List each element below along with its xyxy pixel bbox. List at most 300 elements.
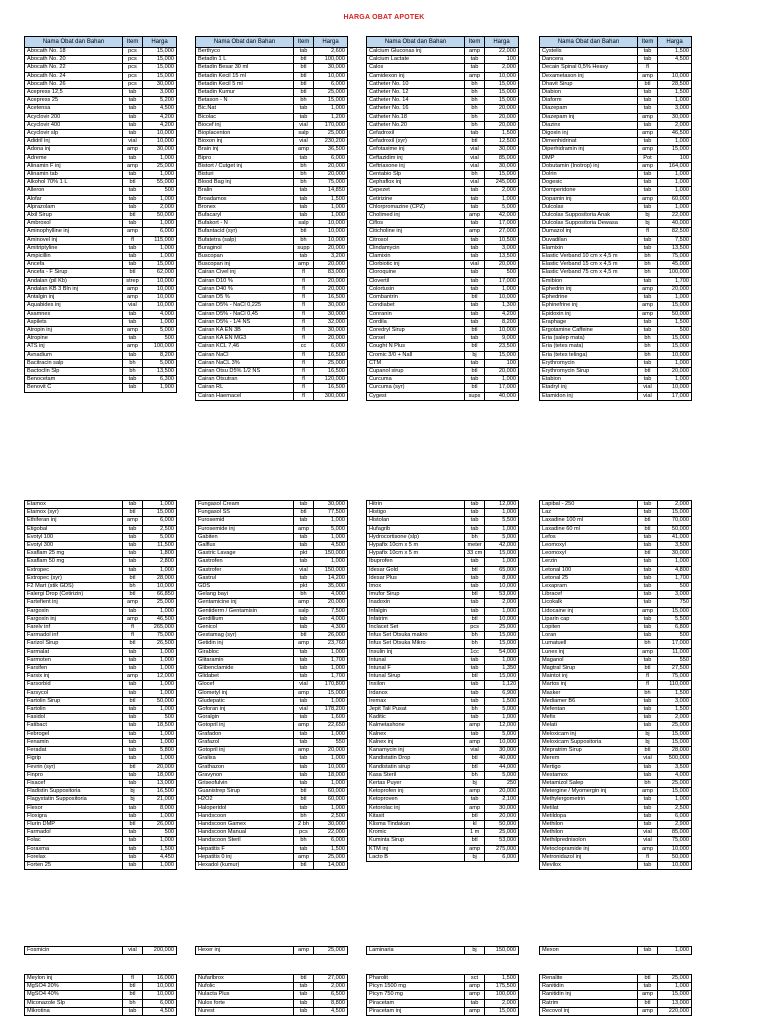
price: 1,000 [143, 648, 177, 656]
drug-name: Haloperidol [196, 804, 294, 812]
drug-name: Liparin cap [540, 615, 638, 623]
table-row [367, 302, 519, 310]
unit: tab [638, 983, 658, 991]
price-table [366, 500, 519, 862]
price: 85,000 [658, 829, 692, 837]
unit: bh [465, 632, 485, 640]
table-row [196, 722, 348, 730]
unit: fl [294, 392, 314, 400]
table-row [540, 755, 692, 763]
price: 10,000 [143, 991, 177, 999]
table-row [367, 187, 519, 195]
drug-name: Cloroquine [367, 269, 465, 277]
price: 13,500 [658, 244, 692, 252]
table-row [540, 763, 692, 771]
drug-name: Aminovel inj [25, 236, 123, 244]
unit: btl [465, 837, 485, 845]
unit: fl [123, 236, 143, 244]
unit: tab [638, 574, 658, 582]
table-row [196, 550, 348, 558]
drug-name: Miconazole Slp [25, 999, 123, 1007]
drug-name: Atropine [25, 335, 123, 343]
table-row [367, 747, 519, 755]
price: 1,000 [143, 501, 177, 509]
unit: tab [465, 236, 485, 244]
price: 26,000 [143, 820, 177, 828]
drug-name: Cairan Haemacel [196, 392, 294, 400]
unit: amp [294, 599, 314, 607]
price-table [539, 974, 692, 1016]
table-row [367, 228, 519, 236]
table-row [540, 747, 692, 755]
price: 2,600 [314, 48, 348, 56]
price: 1,700 [658, 277, 692, 285]
drug-name: Handscoon [196, 812, 294, 820]
drug-name: Glometyl inj [196, 689, 294, 697]
unit: vial [638, 392, 658, 400]
table-row [540, 326, 692, 334]
price: 1,120 [485, 681, 519, 689]
drug-name: Kromic [367, 829, 465, 837]
drug-name: Furosemide inj [196, 525, 294, 533]
unit: tab [638, 812, 658, 820]
price: 1,000 [658, 97, 692, 105]
drug-name: Cairan KCL 7,46 [196, 343, 294, 351]
price-table [24, 36, 177, 393]
drug-name: Farmadol [25, 829, 123, 837]
drug-name: Ketoprofen inj [367, 788, 465, 796]
table-row [540, 845, 692, 853]
unit: bh [465, 640, 485, 648]
unit: tab [123, 837, 143, 845]
price: 50,000 [658, 525, 692, 533]
table-row [540, 714, 692, 722]
price: 50,000 [658, 853, 692, 861]
unit: tab [123, 607, 143, 615]
price: 1,000 [485, 525, 519, 533]
table-row [540, 779, 692, 787]
table-row [25, 80, 177, 88]
table-row [367, 673, 519, 681]
unit: bh [294, 812, 314, 820]
drug-name: Fartolin Sirup [25, 697, 123, 705]
unit: amp [638, 285, 658, 293]
unit: tab [638, 542, 658, 550]
drug-name: Meloxicam inj [540, 730, 638, 738]
unit: amp [638, 310, 658, 318]
drug-name: Dulcolax [540, 203, 638, 211]
unit: tab [123, 113, 143, 121]
table-row [196, 318, 348, 326]
drug-name: Calos [367, 64, 465, 72]
unit: btl [465, 326, 485, 334]
table-row [540, 853, 692, 861]
table-row [25, 89, 177, 97]
table-row [540, 72, 692, 80]
drug-name: Acepress 25 [25, 97, 123, 105]
drug-name: Gralixa [196, 755, 294, 763]
unit: amp [638, 302, 658, 310]
drug-name: Methilon [540, 829, 638, 837]
price: 15,000 [143, 64, 177, 72]
price: 1,000 [143, 861, 177, 869]
table-row [540, 56, 692, 64]
unit: tab [123, 714, 143, 722]
price: 1,000 [485, 714, 519, 722]
unit: cc [294, 343, 314, 351]
price: 26,500 [143, 640, 177, 648]
table-row [196, 738, 348, 746]
unit: bh [465, 171, 485, 179]
drug-name: Maganol [540, 656, 638, 664]
unit: btl [123, 983, 143, 991]
unit: tab [294, 656, 314, 664]
price: 36,500 [314, 146, 348, 154]
drug-name: Infalgin [367, 607, 465, 615]
price: 82,500 [658, 228, 692, 236]
table-row [196, 689, 348, 697]
price: 100 [485, 56, 519, 64]
table-row [25, 335, 177, 343]
price: 25,000 [143, 162, 177, 170]
unit: amp [123, 162, 143, 170]
drug-name: Kalnex inj [367, 738, 465, 746]
price: 1,500 [658, 689, 692, 697]
price-table [195, 500, 348, 870]
drug-name: Intunal F [367, 665, 465, 673]
drug-name: Gestamag (syr) [196, 632, 294, 640]
table-row [367, 697, 519, 705]
drug-name: Infus Set Otsuka makro [367, 632, 465, 640]
unit: tab [465, 285, 485, 293]
unit: tab [294, 187, 314, 195]
price: 10,000 [143, 294, 177, 302]
price: 1,700 [658, 574, 692, 582]
drug-name: Gentamicine inj [196, 599, 294, 607]
drug-name: Acyclovir 400 [25, 121, 123, 129]
unit: btl [638, 975, 658, 983]
price: 500 [143, 187, 177, 195]
table-row [540, 796, 692, 804]
table-row [25, 632, 177, 640]
price: 10,000 [314, 220, 348, 228]
price: 25,000 [658, 722, 692, 730]
drug-name: Loran [540, 632, 638, 640]
table-row [25, 861, 177, 869]
drug-name: Klisma Tindakan [367, 820, 465, 828]
table-row [367, 130, 519, 138]
price: 46,500 [143, 615, 177, 623]
table-row [196, 244, 348, 252]
drug-name: Mepratrim Sirup [540, 747, 638, 755]
price: 22,000 [314, 829, 348, 837]
drug-name: Nufarlbrox [196, 975, 294, 983]
unit: tab [123, 376, 143, 384]
drug-name: Catheter No. 14 [367, 97, 465, 105]
unit: btl [294, 632, 314, 640]
price: 2,500 [314, 812, 348, 820]
price: 10,000 [485, 326, 519, 334]
drug-name: Lerzin [540, 558, 638, 566]
unit: tab [465, 697, 485, 705]
drug-name: Etamox [25, 501, 123, 509]
drug-name: Farmoten [25, 656, 123, 664]
drug-name: Farizol Sirup [25, 640, 123, 648]
drug-name: Etamidon inj [540, 392, 638, 400]
unit: vial [465, 261, 485, 269]
unit: bh [638, 335, 658, 343]
table-row [25, 351, 177, 359]
table-row [540, 533, 692, 541]
price: 220,000 [658, 1007, 692, 1015]
table-row [25, 220, 177, 228]
drug-name: Lapibal - 250 [540, 501, 638, 509]
price: 2,900 [658, 820, 692, 828]
price: 1,300 [485, 302, 519, 310]
unit: tab [123, 755, 143, 763]
table-row [25, 146, 177, 154]
table-row [196, 640, 348, 648]
price: 42,000 [485, 542, 519, 550]
price: 30,000 [485, 804, 519, 812]
drug-name: Clindamycin [367, 244, 465, 252]
price: 1,000 [658, 376, 692, 384]
table-row [25, 975, 177, 983]
unit: bh [123, 999, 143, 1007]
unit: tab [465, 195, 485, 203]
drug-name: Picyn 1500 mg [367, 983, 465, 991]
unit: supp [294, 244, 314, 252]
table-row [25, 1007, 177, 1015]
drug-name: Bistort / Cutget inj [196, 162, 294, 170]
price: 15,000 [485, 89, 519, 97]
table-row [196, 138, 348, 146]
unit: bh [638, 689, 658, 697]
drug-name: KTM inj [367, 845, 465, 853]
drug-name: Alinamin tab [25, 171, 123, 179]
drug-name: Cought N Plus [367, 343, 465, 351]
table-row [540, 812, 692, 820]
drug-name: Avnadium [25, 351, 123, 359]
unit: amp [465, 722, 485, 730]
table-row [196, 195, 348, 203]
drug-name: Farsorbid [25, 681, 123, 689]
unit: tab [294, 771, 314, 779]
unit: tab [294, 804, 314, 812]
drug-name: Cromic 3/0 + Nall [367, 351, 465, 359]
unit: tab [638, 318, 658, 326]
table-row [367, 665, 519, 673]
table-row [367, 983, 519, 991]
table-row [196, 89, 348, 97]
price: 10,000 [143, 138, 177, 146]
drug-name: Magtral Sirup [540, 665, 638, 673]
drug-name: Picyn 750 mg [367, 991, 465, 999]
price: 178,200 [314, 706, 348, 714]
unit: tab [638, 820, 658, 828]
price: 1,000 [314, 665, 348, 673]
price: 5,000 [485, 771, 519, 779]
drug-name: Foraxma [25, 845, 123, 853]
drug-name: Forten 25 [25, 861, 123, 869]
price: 1,000 [485, 285, 519, 293]
unit: fl [294, 294, 314, 302]
unit: amp [465, 72, 485, 80]
unit: tab [294, 533, 314, 541]
drug-name: Betadin 1 L [196, 56, 294, 64]
drug-name: Cairan D10 % [196, 277, 294, 285]
table-row [540, 367, 692, 375]
price: 5,000 [143, 533, 177, 541]
drug-name: Calcium Gluconas inj [367, 48, 465, 56]
price: 25,000 [658, 779, 692, 787]
drug-name: Diazinx [540, 121, 638, 129]
drug-name: Duvadilan [540, 236, 638, 244]
drug-name: Bicolac [196, 113, 294, 121]
price: 1,500 [143, 845, 177, 853]
table-row [196, 624, 348, 632]
drug-name: Forelax [25, 853, 123, 861]
drug-name: Mediamer B6 [540, 697, 638, 705]
price: 2,000 [485, 599, 519, 607]
drug-name: Extropec [25, 566, 123, 574]
unit: tab [465, 187, 485, 195]
unit: vial [294, 121, 314, 129]
price: 60,000 [314, 788, 348, 796]
table-row [196, 804, 348, 812]
table-row [540, 697, 692, 705]
price: 17,000 [485, 277, 519, 285]
table-row [196, 558, 348, 566]
table-row [367, 624, 519, 632]
drug-name: Mefentan [540, 706, 638, 714]
price: 2,000 [658, 501, 692, 509]
unit: bj [638, 738, 658, 746]
unit: tab [638, 656, 658, 664]
price: 2,800 [143, 558, 177, 566]
table-row [25, 195, 177, 203]
unit: pcs [123, 64, 143, 72]
table-row [196, 80, 348, 88]
unit: btl [123, 509, 143, 517]
price [658, 64, 692, 72]
table-row [25, 121, 177, 129]
price: 25,000 [658, 975, 692, 983]
unit: btl [294, 72, 314, 80]
drug-name: Betason - N [196, 97, 294, 105]
table-row [196, 788, 348, 796]
drug-name: Kasa Steril [367, 771, 465, 779]
unit: tab [294, 991, 314, 999]
price: 60,000 [658, 195, 692, 203]
unit: vial [465, 154, 485, 162]
price: 10,000 [658, 861, 692, 869]
price: 15,000 [143, 72, 177, 80]
drug-name: Kalmetashone [367, 722, 465, 730]
unit: btl [465, 673, 485, 681]
unit: amp [638, 195, 658, 203]
price: 75,000 [658, 253, 692, 261]
unit: tab [638, 591, 658, 599]
table-row [367, 714, 519, 722]
drug-name: Brain inj [196, 146, 294, 154]
price: 1,000 [314, 697, 348, 705]
drug-name: Catheter No. 12 [367, 89, 465, 97]
drug-name: Hexer inj [196, 947, 294, 955]
price: 15,000 [658, 302, 692, 310]
drug-name: Dolrin [540, 171, 638, 179]
unit: tab [294, 105, 314, 113]
unit: fl [638, 853, 658, 861]
unit: tab [123, 747, 143, 755]
price: 1,000 [658, 179, 692, 187]
drug-name: Diazepam inj [540, 113, 638, 121]
drug-name: Guanistrep Sirup [196, 788, 294, 796]
table-row [367, 738, 519, 746]
table-row [25, 796, 177, 804]
table-row [196, 542, 348, 550]
unit: tab [123, 558, 143, 566]
drug-name: Etamox (syr) [25, 509, 123, 517]
unit: bh [465, 121, 485, 129]
unit: amp [638, 607, 658, 615]
table-row [540, 212, 692, 220]
table-row [25, 517, 177, 525]
drug-name: Lidocaine inj [540, 607, 638, 615]
drug-name: Gotopril inj [196, 747, 294, 755]
table-row [367, 326, 519, 334]
drug-name: Ketorolac inj [367, 804, 465, 812]
unit: tab [638, 236, 658, 244]
unit: bh [465, 706, 485, 714]
unit: bh [465, 97, 485, 105]
unit: 33 cm [465, 550, 485, 558]
unit: amp [465, 845, 485, 853]
table-row [540, 706, 692, 714]
drug-name: Corsel [367, 335, 465, 343]
table-row [367, 80, 519, 88]
price: 1,000 [658, 947, 692, 955]
price: 65,000 [485, 566, 519, 574]
drug-name: Evotyl 100 [25, 533, 123, 541]
price: 30,000 [658, 113, 692, 121]
price: 10,000 [143, 277, 177, 285]
table-row [367, 269, 519, 277]
table-row [540, 640, 692, 648]
drug-name: Cefadroxil [367, 130, 465, 138]
price: 1,000 [314, 648, 348, 656]
drug-name: Gelang bayi [196, 591, 294, 599]
unit: bh [638, 351, 658, 359]
unit: tab [638, 558, 658, 566]
drug-name: Fargoxin inj [25, 615, 123, 623]
price: 1,000 [143, 195, 177, 203]
table-row [25, 812, 177, 820]
price: 1,000 [314, 804, 348, 812]
price: 4,450 [143, 853, 177, 861]
table-row [196, 665, 348, 673]
unit-header: Item [294, 37, 314, 48]
drug-name: Lacto B [367, 853, 465, 861]
drug-name: Citicholine inj [367, 228, 465, 236]
table-row [367, 113, 519, 121]
table-row [367, 509, 519, 517]
drug-name: Buscopan inj [196, 261, 294, 269]
table-row [25, 113, 177, 121]
drug-name: Asamnex [25, 310, 123, 318]
drug-name: Farelv inf [25, 624, 123, 632]
table-row [196, 277, 348, 285]
